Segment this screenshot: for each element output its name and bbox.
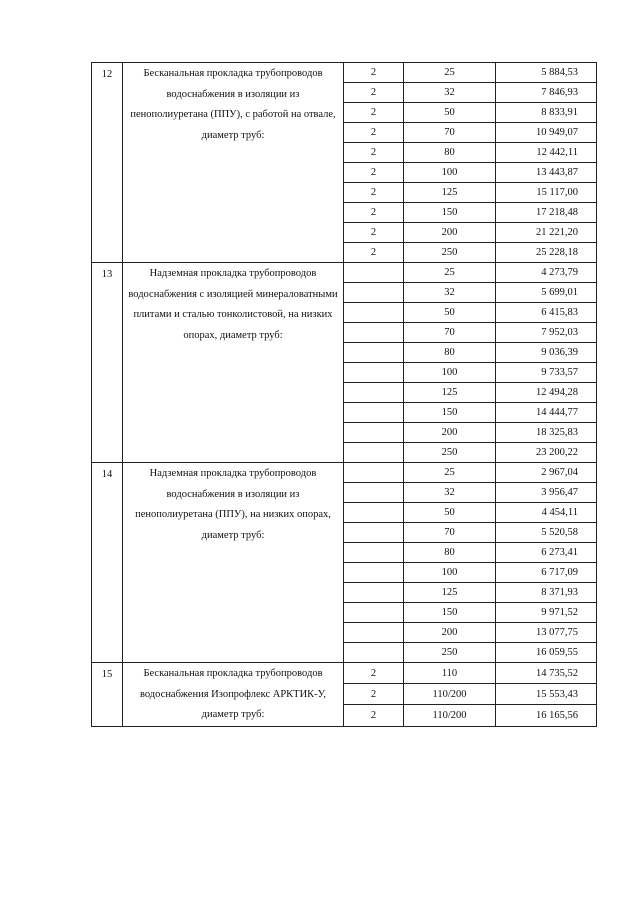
pipe-count-cell: 2: [344, 705, 404, 726]
pipe-count-cell: [344, 423, 404, 443]
diameter-cell: 100: [404, 163, 496, 183]
cost-cell: 12 442,11: [496, 143, 597, 163]
pipe-count-cell: [344, 303, 404, 323]
cost-cell: 8 833,91: [496, 103, 597, 123]
cost-cell: 5 520,58: [496, 523, 597, 543]
pipe-count-cell: [344, 603, 404, 623]
diameter-cell: 125: [404, 183, 496, 203]
cost-cell: 13 443,87: [496, 163, 597, 183]
cost-cell: 2 967,04: [496, 463, 597, 483]
cost-cell: 12 494,28: [496, 383, 597, 403]
diameter-cell: 110: [404, 663, 496, 684]
pipe-count-cell: [344, 523, 404, 543]
diameter-cell: 150: [404, 403, 496, 423]
cost-cell: 10 949,07: [496, 123, 597, 143]
diameter-cell: 150: [404, 603, 496, 623]
pipe-count-cell: [344, 323, 404, 343]
cost-cell: 9 971,52: [496, 603, 597, 623]
pipe-count-cell: [344, 503, 404, 523]
cost-cell: 23 200,22: [496, 443, 597, 463]
pipe-count-cell: 2: [344, 183, 404, 203]
cost-cell: 4 273,79: [496, 263, 597, 283]
diameter-cell: 25: [404, 463, 496, 483]
diameter-cell: 25: [404, 263, 496, 283]
pipe-count-cell: [344, 563, 404, 583]
diameter-cell: 100: [404, 363, 496, 383]
pipe-count-cell: [344, 463, 404, 483]
cost-cell: 16 165,56: [496, 705, 597, 726]
diameter-cell: 32: [404, 283, 496, 303]
cost-cell: 21 221,20: [496, 223, 597, 243]
cost-cell: 7 952,03: [496, 323, 597, 343]
cost-cell: 17 218,48: [496, 203, 597, 223]
cost-cell: 14 735,52: [496, 663, 597, 684]
pipe-count-cell: [344, 643, 404, 663]
pipe-count-cell: 2: [344, 63, 404, 83]
item-number: 14: [92, 463, 123, 663]
item-description: Надземная прокладка трубопроводов водоснабжения с изоляцией минераловатными плитами и сталью тонколистовой, на низких опорах, диаметр труб:: [123, 263, 344, 463]
cost-cell: 8 371,93: [496, 583, 597, 603]
cost-cell: 16 059,55: [496, 643, 597, 663]
table-row: [92, 463, 597, 483]
pipe-count-cell: 2: [344, 103, 404, 123]
pipeline-cost-table: [91, 62, 597, 727]
cost-cell: 9 036,39: [496, 343, 597, 363]
pipe-count-cell: [344, 403, 404, 423]
item-number: 13: [92, 263, 123, 463]
diameter-cell: 250: [404, 443, 496, 463]
pipe-count-cell: [344, 263, 404, 283]
diameter-cell: 25: [404, 63, 496, 83]
cost-cell: 15 117,00: [496, 183, 597, 203]
pipe-count-cell: [344, 483, 404, 503]
pipe-count-cell: 2: [344, 223, 404, 243]
pipe-count-cell: 2: [344, 243, 404, 263]
diameter-cell: 200: [404, 423, 496, 443]
cost-cell: 13 077,75: [496, 623, 597, 643]
item-description: Надземная прокладка трубопроводов водоснабжения в изоляции из пенополиуретана (ППУ), на низких опорах, диаметр труб:: [123, 463, 344, 663]
diameter-cell: 80: [404, 143, 496, 163]
pipe-count-cell: [344, 343, 404, 363]
table-row: [92, 63, 597, 83]
diameter-cell: 70: [404, 123, 496, 143]
cost-cell: 5 699,01: [496, 283, 597, 303]
diameter-cell: 32: [404, 483, 496, 503]
pipe-count-cell: [344, 583, 404, 603]
diameter-cell: 200: [404, 623, 496, 643]
diameter-cell: 110/200: [404, 705, 496, 726]
pipe-count-cell: 2: [344, 663, 404, 684]
item-description: Бесканальная прокладка трубопроводов водоснабжения Изопрофлекс АРКТИК-У, диаметр труб:: [123, 663, 344, 727]
pipe-count-cell: 2: [344, 684, 404, 705]
pipe-count-cell: 2: [344, 83, 404, 103]
cost-cell: 7 846,93: [496, 83, 597, 103]
diameter-cell: 125: [404, 583, 496, 603]
pipe-count-cell: [344, 443, 404, 463]
diameter-cell: 80: [404, 543, 496, 563]
pipe-count-cell: 2: [344, 143, 404, 163]
cost-cell: 5 884,53: [496, 63, 597, 83]
table-row: [92, 263, 597, 283]
pipe-count-cell: [344, 383, 404, 403]
diameter-cell: 200: [404, 223, 496, 243]
table-body: [92, 63, 597, 727]
cost-cell: 9 733,57: [496, 363, 597, 383]
diameter-cell: 110/200: [404, 684, 496, 705]
item-description: Бесканальная прокладка трубопроводов водоснабжения в изоляции из пенополиуретана (ППУ), с работой на отвале, диаметр труб:: [123, 63, 344, 263]
pipe-count-cell: 2: [344, 123, 404, 143]
cost-cell: 6 717,09: [496, 563, 597, 583]
cost-cell: 25 228,18: [496, 243, 597, 263]
diameter-cell: 250: [404, 243, 496, 263]
diameter-cell: 50: [404, 503, 496, 523]
diameter-cell: 250: [404, 643, 496, 663]
item-number: 15: [92, 663, 123, 727]
document-page: [91, 62, 597, 727]
pipe-count-cell: [344, 283, 404, 303]
cost-cell: 18 325,83: [496, 423, 597, 443]
cost-cell: 6 273,41: [496, 543, 597, 563]
diameter-cell: 50: [404, 303, 496, 323]
diameter-cell: 50: [404, 103, 496, 123]
cost-cell: 14 444,77: [496, 403, 597, 423]
pipe-count-cell: 2: [344, 163, 404, 183]
diameter-cell: 150: [404, 203, 496, 223]
pipe-count-cell: [344, 543, 404, 563]
cost-cell: 6 415,83: [496, 303, 597, 323]
diameter-cell: 80: [404, 343, 496, 363]
diameter-cell: 32: [404, 83, 496, 103]
pipe-count-cell: [344, 623, 404, 643]
pipe-count-cell: 2: [344, 203, 404, 223]
diameter-cell: 125: [404, 383, 496, 403]
cost-cell: 15 553,43: [496, 684, 597, 705]
cost-cell: 4 454,11: [496, 503, 597, 523]
pipe-count-cell: [344, 363, 404, 383]
diameter-cell: 70: [404, 523, 496, 543]
cost-cell: 3 956,47: [496, 483, 597, 503]
item-number: 12: [92, 63, 123, 263]
table-row: [92, 663, 597, 684]
diameter-cell: 70: [404, 323, 496, 343]
diameter-cell: 100: [404, 563, 496, 583]
